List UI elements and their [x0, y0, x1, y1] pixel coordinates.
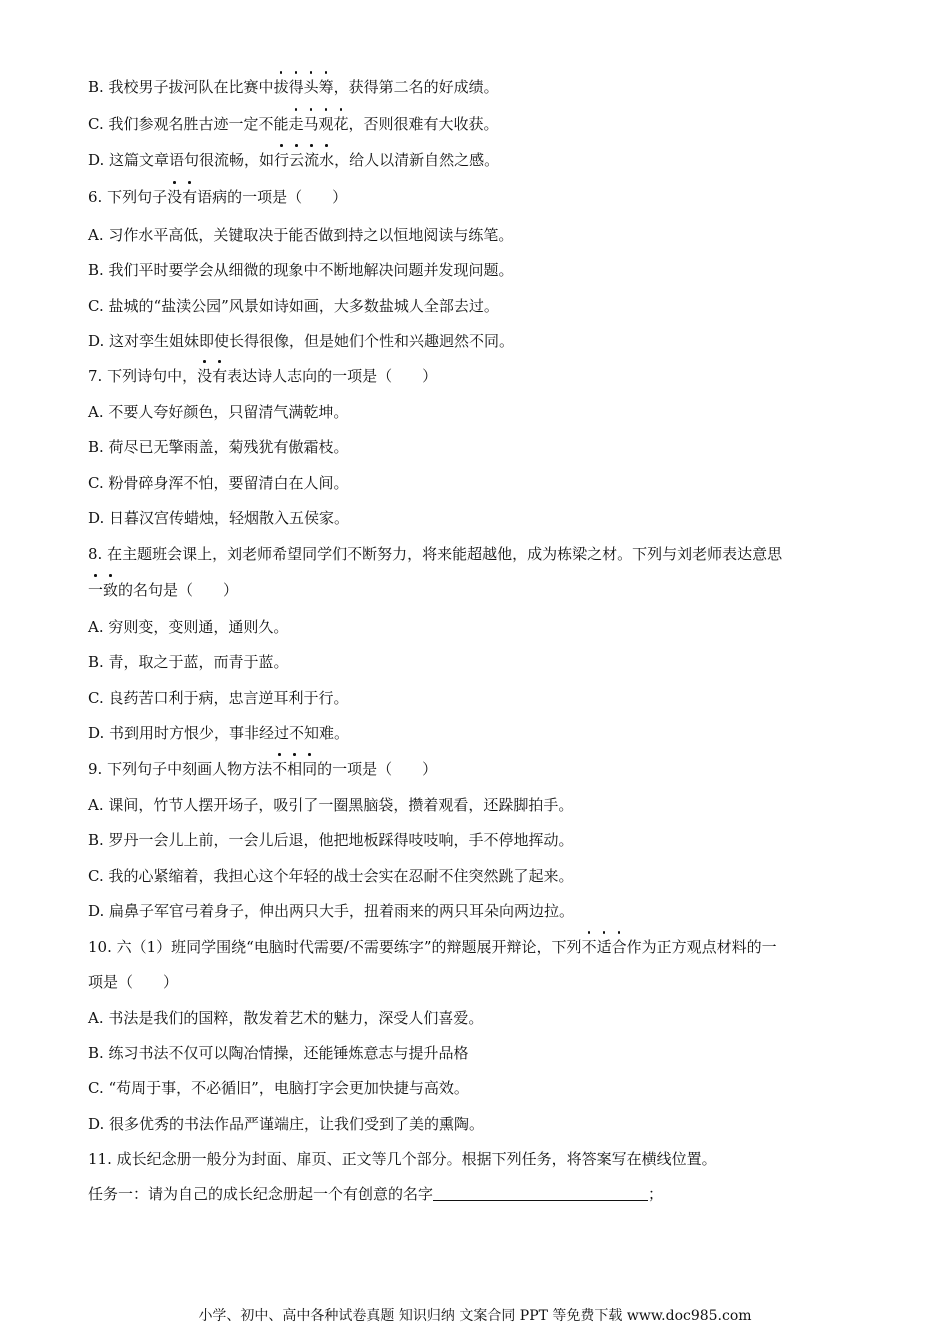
text-line — [88, 1149, 870, 1169]
text-line — [88, 544, 870, 564]
dotted-char: 走 — [288, 115, 304, 133]
dotted-char: 花 — [333, 115, 349, 133]
line-text: A. 书法是我们的国粹，散发着艺术的魅力，深受人们喜爱。 — [88, 1009, 484, 1027]
text-line — [88, 225, 870, 245]
emphasized-text — [288, 115, 348, 133]
text-line — [88, 830, 870, 850]
text-line — [88, 795, 870, 815]
text-line — [88, 972, 870, 992]
text-line — [88, 937, 870, 957]
line-text: B. 青，取之于蓝，而青于蓝。 — [88, 653, 289, 671]
line-text: B. 我校男子拔河队在比赛中 — [88, 78, 274, 96]
text-line — [88, 114, 870, 134]
text-line — [88, 437, 870, 457]
dotted-char: 筹 — [318, 78, 334, 96]
text-line — [88, 688, 870, 708]
dotted-char: 有 — [212, 367, 228, 385]
text-line — [88, 187, 870, 207]
emphasized-text — [274, 78, 334, 96]
text-line — [88, 759, 870, 779]
text-line — [88, 296, 870, 316]
text-line — [88, 617, 870, 637]
line-text: A. 不要人夸好颜色，只留清气满乾坤。 — [88, 403, 349, 421]
text-line — [88, 580, 870, 600]
emphasized-text — [582, 938, 627, 956]
line-text: 11. 成长纪念册一般分为封面、扉页、正文等几个部分。根据下列任务，将答案写在横线位置。 — [88, 1150, 717, 1168]
text-line — [88, 723, 870, 743]
line-text: C. 我们参观名胜古迹一定不能 — [88, 115, 289, 133]
text-line — [88, 652, 870, 672]
line-text: 的名句是（ ） — [118, 581, 239, 599]
answer-blank[interactable] — [433, 1186, 648, 1201]
dotted-char: 同 — [302, 760, 318, 778]
line-text: C. 我的心紧缩着，我担心这个年轻的战士会实在忍耐不住突然跳了起来。 — [88, 867, 574, 885]
dotted-char: 合 — [611, 938, 627, 956]
text-line — [88, 508, 870, 528]
line-text: 的一项是（ ） — [317, 760, 438, 778]
line-text: D. 扁鼻子军官弓着身子，伸出两只大手，扭着雨来的两只耳朵向两边拉。 — [88, 902, 575, 920]
dotted-char: 拔 — [273, 78, 289, 96]
text-line — [88, 901, 870, 921]
dotted-char: 适 — [596, 938, 612, 956]
dotted-char: 不 — [581, 938, 597, 956]
text-line — [88, 866, 870, 886]
line-text: 表达诗人志向的一项是（ ） — [227, 367, 438, 385]
line-text: ，否则很难有大收获。 — [348, 115, 499, 133]
text-line — [88, 260, 870, 280]
task1-end: ； — [648, 1185, 664, 1203]
line-text: 作为正方观点材料的一 — [626, 938, 777, 956]
text-line — [88, 331, 870, 351]
dotted-char: 没 — [197, 367, 213, 385]
dotted-char: 观 — [318, 115, 334, 133]
emphasized-text — [274, 151, 334, 169]
line-text: ，给人以清新自然之感。 — [334, 151, 500, 169]
line-text: ，获得第二名的好成绩。 — [333, 78, 499, 96]
page-footer: 小学、初中、高中各种试卷真题 知识归纳 文案合同 PPT 等免费下载 www.doc985.com — [198, 1308, 752, 1324]
line-text: B. 荷尽已无擎雨盖，菊残犹有傲霜枝。 — [88, 438, 349, 456]
dotted-char: 流 — [304, 151, 320, 169]
dotted-char: 没 — [167, 188, 183, 206]
line-text: A. 课间，竹节人摆开场子，吸引了一圈黑脑袋，攒着观看，还跺脚拍手。 — [88, 796, 574, 814]
dotted-char: 致 — [103, 581, 119, 599]
text-line — [88, 1078, 870, 1098]
line-text: 语病的一项是（ ） — [197, 188, 348, 206]
line-text: A. 习作水平高低，关键取决于能否做到持之以恒地阅读与练笔。 — [88, 226, 514, 244]
task1-line — [88, 1184, 870, 1204]
line-text: 7. 下列诗句中， — [88, 367, 198, 385]
dotted-char: 行 — [274, 151, 290, 169]
line-text: C. “苟周于事，不必循旧”，电脑打字会更加快捷与高效。 — [88, 1079, 469, 1097]
line-text: A. 穷则变，变则通，通则久。 — [88, 618, 289, 636]
dotted-char: 有 — [182, 188, 198, 206]
text-line — [88, 1114, 870, 1134]
line-text: 6. 下列句子 — [88, 188, 168, 206]
line-text: D. 这篇文章语句很流畅，如 — [88, 151, 275, 169]
dotted-char: 不 — [272, 760, 288, 778]
text-line — [88, 473, 870, 493]
text-line — [88, 1043, 870, 1063]
text-line — [88, 1008, 870, 1028]
line-text: B. 罗丹一会儿上前，一会儿后退，他把地板踩得吱吱响，手不停地挥动。 — [88, 831, 574, 849]
task1-label: 任务一：请为自己的成长纪念册起一个有创意的名字 — [88, 1185, 434, 1203]
line-text: D. 这对孪生姐妹即使长得很像，但是她们个性和兴趣迥然不同。 — [88, 332, 515, 350]
emphasized-text — [197, 367, 227, 385]
text-line — [88, 402, 870, 422]
emphasized-text — [272, 760, 317, 778]
line-text: 项是（ ） — [88, 973, 179, 991]
line-text: 10. 六（1）班同学围绕“电脑时代需要/不需要练字”的辩题展开辩论，下列 — [88, 938, 582, 956]
line-text: 9. 下列句子中刻画人物方法 — [88, 760, 273, 778]
line-text: B. 我们平时要学会从细微的现象中不断地解决问题并发现问题。 — [88, 261, 514, 279]
line-text: D. 很多优秀的书法作品严谨端庄，让我们受到了美的熏陶。 — [88, 1115, 485, 1133]
text-line — [88, 77, 870, 97]
line-text: 8. 在主题班会课上，刘老师希望同学们不断努力，将来能超越他，成为栋梁之材。下列与刘老师表达意思 — [88, 545, 783, 563]
dotted-char: 得 — [288, 78, 304, 96]
line-text: D. 日暮汉宫传蜡烛，轻烟散入五侯家。 — [88, 509, 350, 527]
dotted-char: 一 — [88, 581, 104, 599]
dotted-char: 云 — [289, 151, 305, 169]
dotted-char: 水 — [319, 151, 335, 169]
dotted-char: 相 — [287, 760, 303, 778]
line-text: C. 盐城的“盐渎公园”风景如诗如画，大多数盐城人全部去过。 — [88, 297, 499, 315]
dotted-char: 马 — [303, 115, 319, 133]
text-line — [88, 150, 870, 170]
text-line — [88, 366, 870, 386]
emphasized-text — [167, 188, 197, 206]
line-text: C. 粉骨碎身浑不怕，要留清白在人间。 — [88, 474, 349, 492]
emphasized-text — [88, 581, 118, 599]
line-text: C. 良药苦口利于病，忠言逆耳利于行。 — [88, 689, 349, 707]
line-text: B. 练习书法不仅可以陶冶情操，还能锤炼意志与提升品格 — [88, 1044, 469, 1062]
dotted-char: 头 — [303, 78, 319, 96]
line-text: D. 书到用时方恨少，事非经过不知难。 — [88, 724, 350, 742]
